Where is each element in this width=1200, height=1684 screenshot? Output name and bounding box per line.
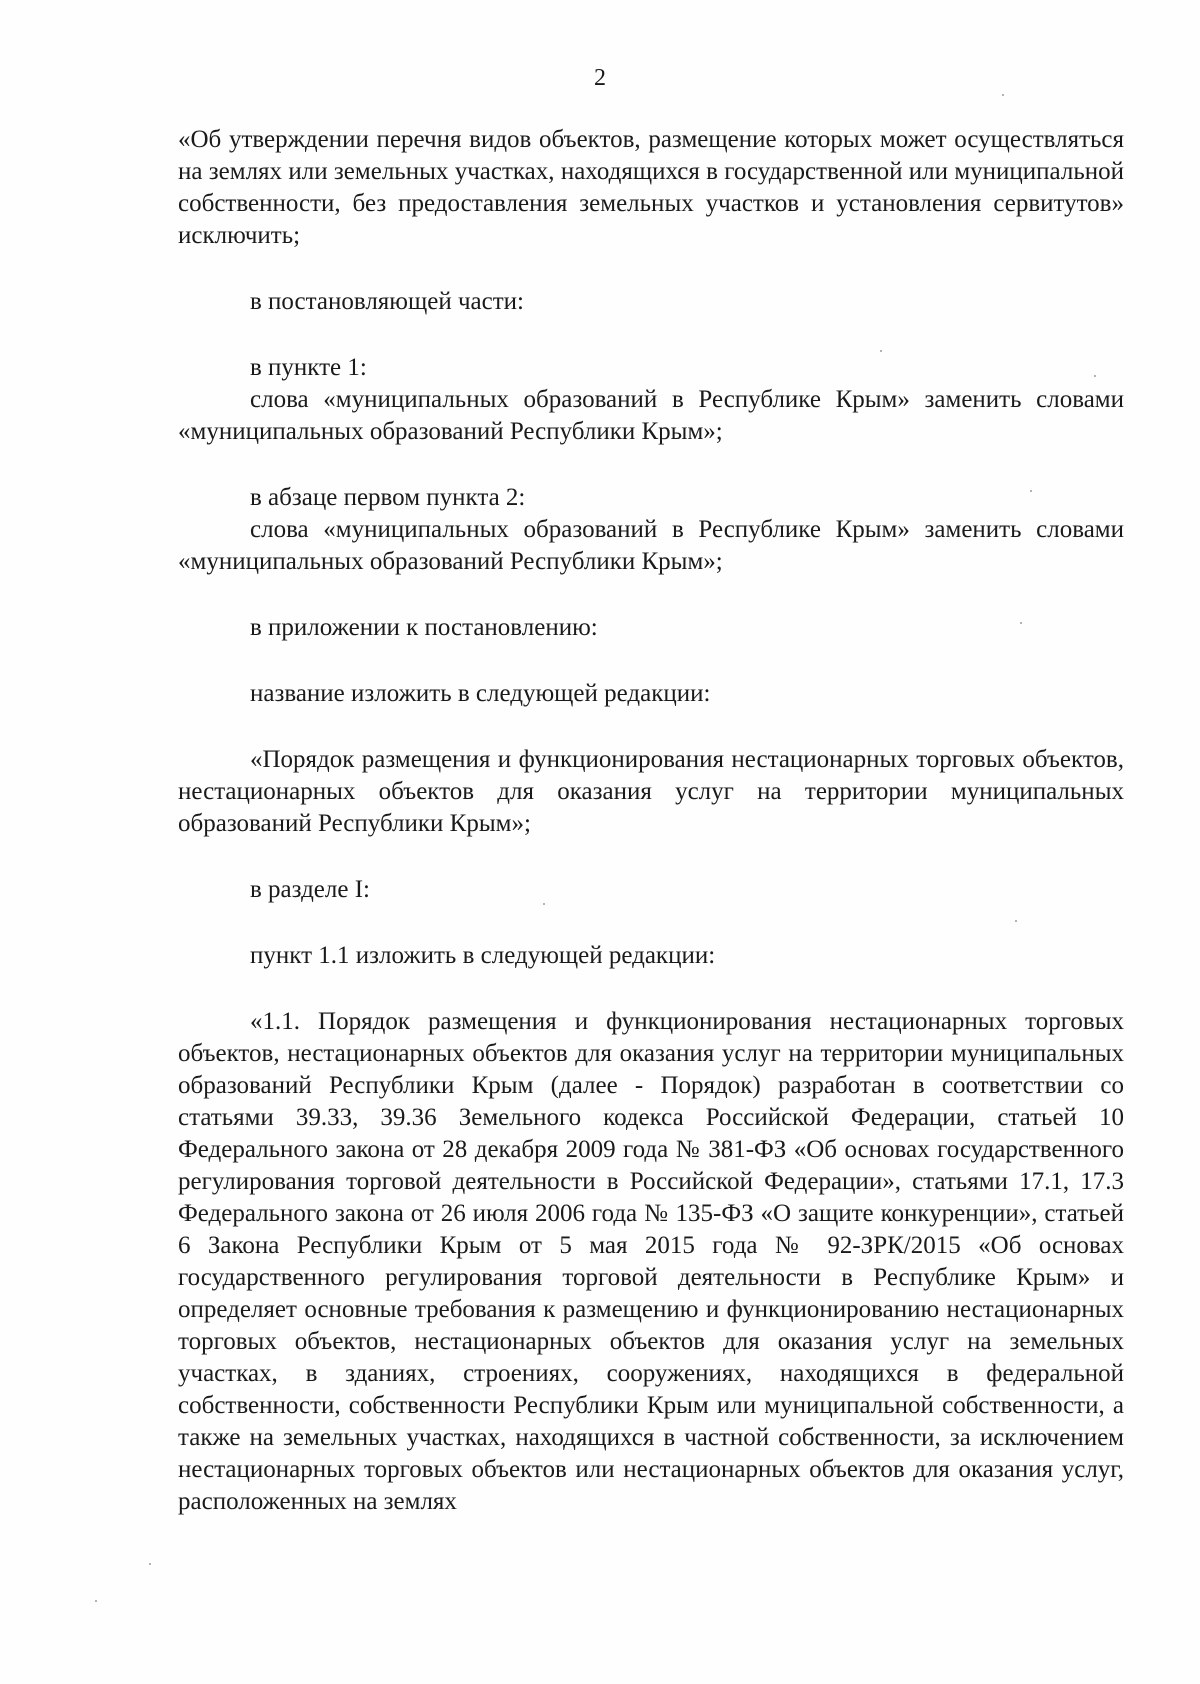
page-number: 2	[594, 65, 606, 91]
scan-speck	[543, 903, 545, 905]
paragraph-clause-2-change: слова «муниципальных образований в Республике Крым» заменить словами «муниципальных образований Республики Крым»;	[178, 516, 1124, 575]
scan-speck	[1094, 375, 1096, 377]
paragraph-appendix-heading: в приложении к постановлению:	[250, 614, 598, 641]
scan-speck	[1020, 622, 1022, 624]
paragraph-point-1-1-heading: пункт 1.1 изложить в следующей редакции:	[250, 942, 716, 969]
scan-speck	[1030, 490, 1032, 492]
paragraph-section-1: в разделе I:	[250, 876, 370, 903]
paragraph-excluded-title: «Об утверждении перечня видов объектов, размещение которых может осуществляться на землях или земельных участках, находящихся в государственной или муниципальной собственности, без предоставления земельных участков и установления сервитутов» исключить;	[178, 126, 1124, 249]
paragraph-clause-1-change: слова «муниципальных образований в Республике Крым» заменить словами «муниципальных образований Республики Крым»;	[178, 386, 1124, 445]
paragraph-clause-1-heading: в пункте 1:	[250, 354, 367, 381]
document-body	[178, 124, 1124, 1518]
paragraph-point-1-1-text: «1.1. Порядок размещения и функционирования нестационарных торговых объектов, нестационарных объектов для оказания услуг на территории муниципальных образований Республики Крым (далее - Порядок) разработан в соответствии со статьями 39.33, 39.36 Земельного кодекса Российской Федерации, статьей 10 Федерального закона от 28 декабря 2009 года № 381-ФЗ «Об основах государственного регулирования торговой деятельности в Российской Федерации», статьями 17.1, 17.3 Федерального закона от 26 июля 2006 года № 135-ФЗ «О защите конкуренции», статьей 6 Закона Республики Крым от 5 мая 2015 года № 92-ЗРК/2015 «Об основах государственного регулирования торговой деятельности в Республике Крым» и определяет основные требования к размещению и функционированию нестационарных торговых объектов, нестационарных объектов для оказания услуг на земельных участках, в зданиях, строениях, сооружениях, находящихся в федеральной собственности, собственности Республики Крым или муниципальной собственности, а также на земельных участках, находящихся в частной собственности, за исключением нестационарных торговых объектов или нестационарных объектов для оказания услуг, расположенных на землях	[178, 1008, 1124, 1515]
paragraph-new-title: «Порядок размещения и функционирования нестационарных торговых объектов, нестационарных объектов для оказания услуг на территории муниципальных образований Республики Крым»;	[178, 746, 1124, 837]
paragraph-clause-2-heading: в абзаце первом пункта 2:	[250, 484, 526, 511]
scan-speck	[880, 350, 882, 352]
scan-speck	[1002, 94, 1004, 96]
scan-speck	[95, 1600, 97, 1602]
scan-speck	[1015, 920, 1017, 922]
paragraph-title-change: название изложить в следующей редакции:	[250, 680, 711, 707]
scan-speck	[149, 1563, 151, 1565]
paragraph-operative-part: в постановляющей части:	[250, 288, 524, 315]
